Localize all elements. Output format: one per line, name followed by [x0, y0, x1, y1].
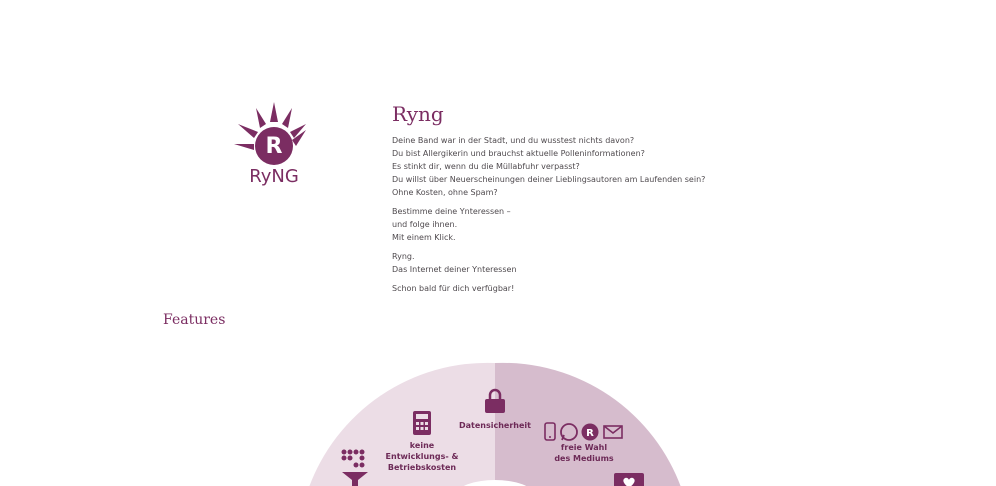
intro-section: [392, 102, 772, 301]
mail-icon: [604, 426, 622, 438]
ryng-logo[interactable]: [230, 100, 310, 190]
features-wheel: [300, 360, 690, 486]
heart-message-icon: [613, 472, 645, 486]
intro-line: Es stinkt dir, wenn du die Müllabfuhr verpasst?: [392, 162, 580, 171]
whatsapp-icon: [561, 424, 577, 440]
intro-paragraph-tagline: [392, 250, 772, 276]
page-title: Ryng: [392, 102, 444, 126]
intro-paragraph-questions: [392, 134, 772, 199]
logo-wordmark: RyNG: [249, 166, 299, 187]
intro-line: Ohne Kosten, ohne Spam?: [392, 188, 498, 197]
intro-line: Deine Band war in der Stadt, und du wusstest nichts davon?: [392, 136, 635, 145]
feature-medium-line: freie Wahl: [560, 443, 608, 452]
funnel-icon: [340, 448, 370, 486]
intro-line: Du willst über Neuerscheinungen deiner Lieblingsautoren am Laufenden sein?: [392, 175, 706, 184]
svg-text:R: R: [265, 134, 283, 159]
feature-medium: [534, 442, 634, 464]
lock-icon: [484, 388, 506, 414]
calculator-icon: [412, 410, 432, 436]
svg-text:R: R: [586, 428, 594, 439]
intro-line: Schon bald für dich verfügbar!: [392, 284, 515, 293]
feature-kosten: [372, 440, 472, 473]
feature-kosten-line: Betriebskosten: [387, 463, 457, 472]
feature-medium-line: des Mediums: [554, 454, 614, 463]
intro-line: Mit einem Klick.: [392, 233, 456, 242]
intro-line: Das Internet deiner Ynteressen: [392, 265, 517, 274]
intro-line: Bestimme deine Ynteressen –: [392, 207, 511, 216]
intro-line: Ryng.: [392, 252, 415, 261]
intro-paragraph-availability: [392, 282, 772, 295]
ryng-icon: [582, 424, 599, 441]
intro-line: Du bist Allergikerin und brauchst aktuelle Polleninformationen?: [392, 149, 645, 158]
feature-kosten-line: keine: [409, 441, 435, 450]
features-title: Features: [163, 312, 226, 328]
intro-line: und folge ihnen.: [392, 220, 458, 229]
phone-icon: [545, 423, 555, 440]
feature-datensicherheit: Datensicherheit: [459, 421, 531, 430]
intro-paragraph-interests: [392, 205, 772, 244]
medium-icons: [544, 422, 624, 442]
feature-kosten-line: Entwicklungs- &: [385, 452, 459, 461]
